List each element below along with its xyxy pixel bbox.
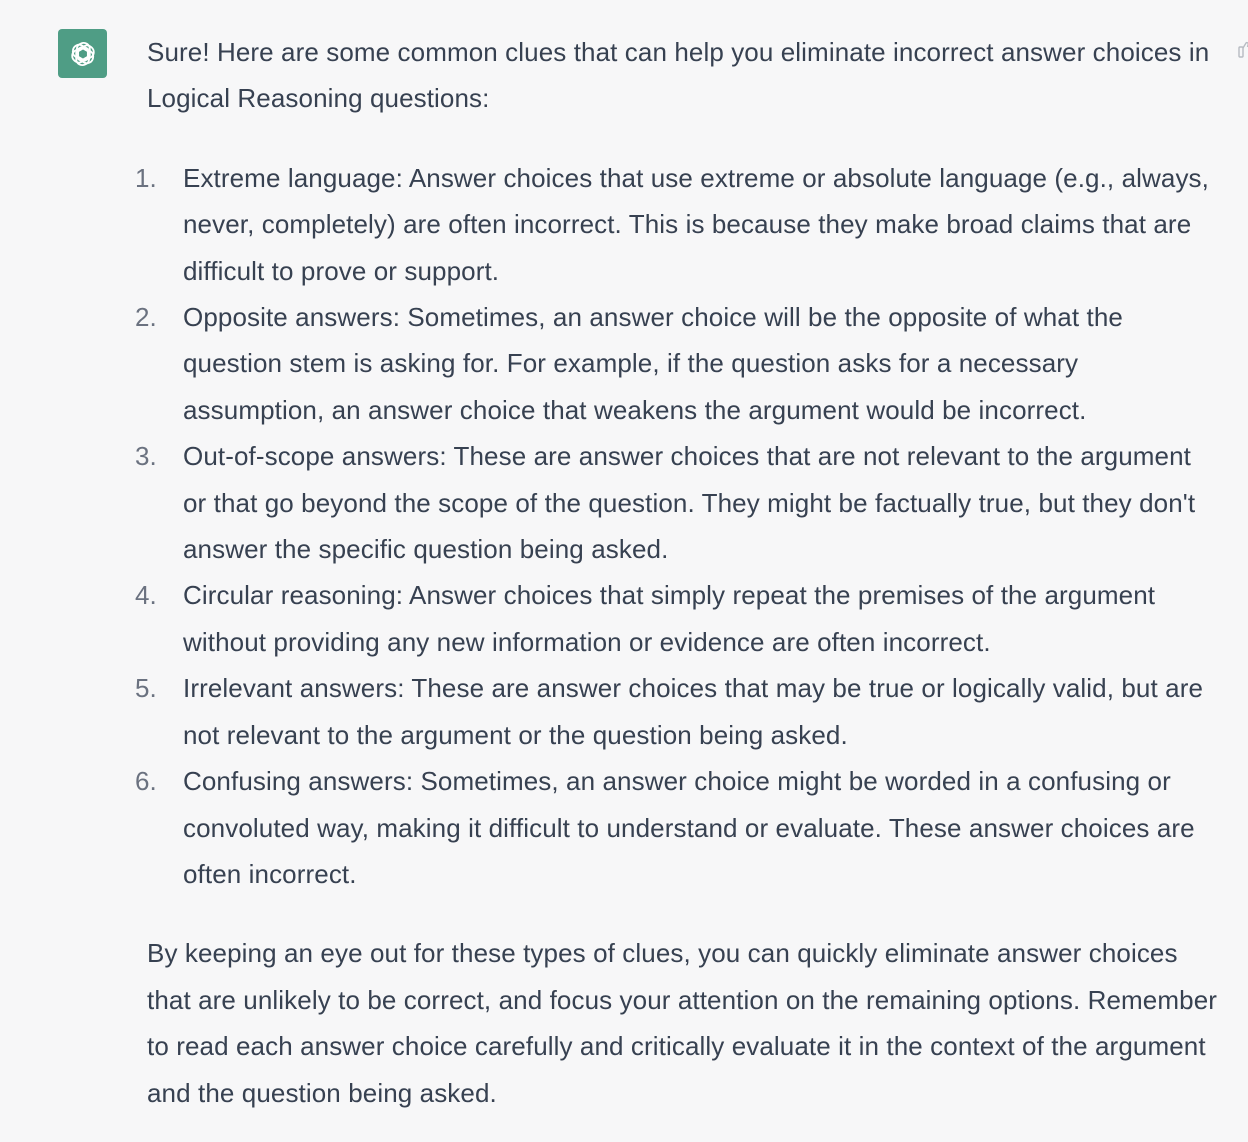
list-item-text: Extreme language: Answer choices that use extreme or absolute language (e.g., always, never, completely) are often incorrect. This is because they make broad claims that are difficult to prove or support.: [183, 162, 1209, 286]
message-intro: Sure! Here are some common clues that can help you eliminate incorrect answer choices in Logical Reasoning questions:: [147, 37, 1210, 114]
openai-logo-icon: [66, 37, 100, 71]
thumbs-up-icon[interactable]: [1238, 40, 1248, 62]
clue-list: [135, 155, 1227, 898]
list-item-number: 1.: [135, 162, 157, 193]
list-item: [135, 155, 1227, 294]
list-item: [135, 758, 1227, 897]
assistant-avatar: [58, 29, 107, 78]
list-item-number: 4.: [135, 580, 157, 611]
list-item: [135, 572, 1227, 665]
list-item-text: Circular reasoning: Answer choices that simply repeat the premises of the argument without providing any new information or evidence are often incorrect.: [183, 580, 1156, 657]
list-item-text: Opposite answers: Sometimes, an answer choice will be the opposite of what the question stem is asking for. For example, if the question asks for a necessary assumption, an answer choice that weakens the argument would be incorrect.: [183, 302, 1123, 425]
list-item: [135, 294, 1227, 433]
list-item-text: Irrelevant answers: These are answer choices that may be true or logically valid, but are not relevant to the argument or the question being asked.: [183, 673, 1204, 750]
list-item: [135, 433, 1227, 572]
list-item: [135, 665, 1227, 758]
assistant-message: [135, 29, 1227, 1116]
list-item-number: 3.: [135, 441, 157, 472]
message-closing: By keeping an eye out for these types of clues, you can quickly eliminate answer choices that are unlikely to be correct, and focus your attention on the remaining options. Remember to read each answer choice carefully and critically evaluate it in the context of the argument and the question being asked.: [147, 938, 1218, 1108]
list-item-text: Out-of-scope answers: These are answer choices that are not relevant to the argument or that go beyond the scope of the question. They might be factually true, but they don't answer the specific question being asked.: [183, 441, 1196, 565]
list-item-number: 6.: [135, 766, 157, 797]
list-item-text: Confusing answers: Sometimes, an answer choice might be worded in a confusing or convoluted way, making it difficult to understand or evaluate. These answer choices are often incorrect.: [183, 766, 1195, 889]
list-item-number: 5.: [135, 673, 157, 704]
list-item-number: 2.: [135, 302, 157, 333]
